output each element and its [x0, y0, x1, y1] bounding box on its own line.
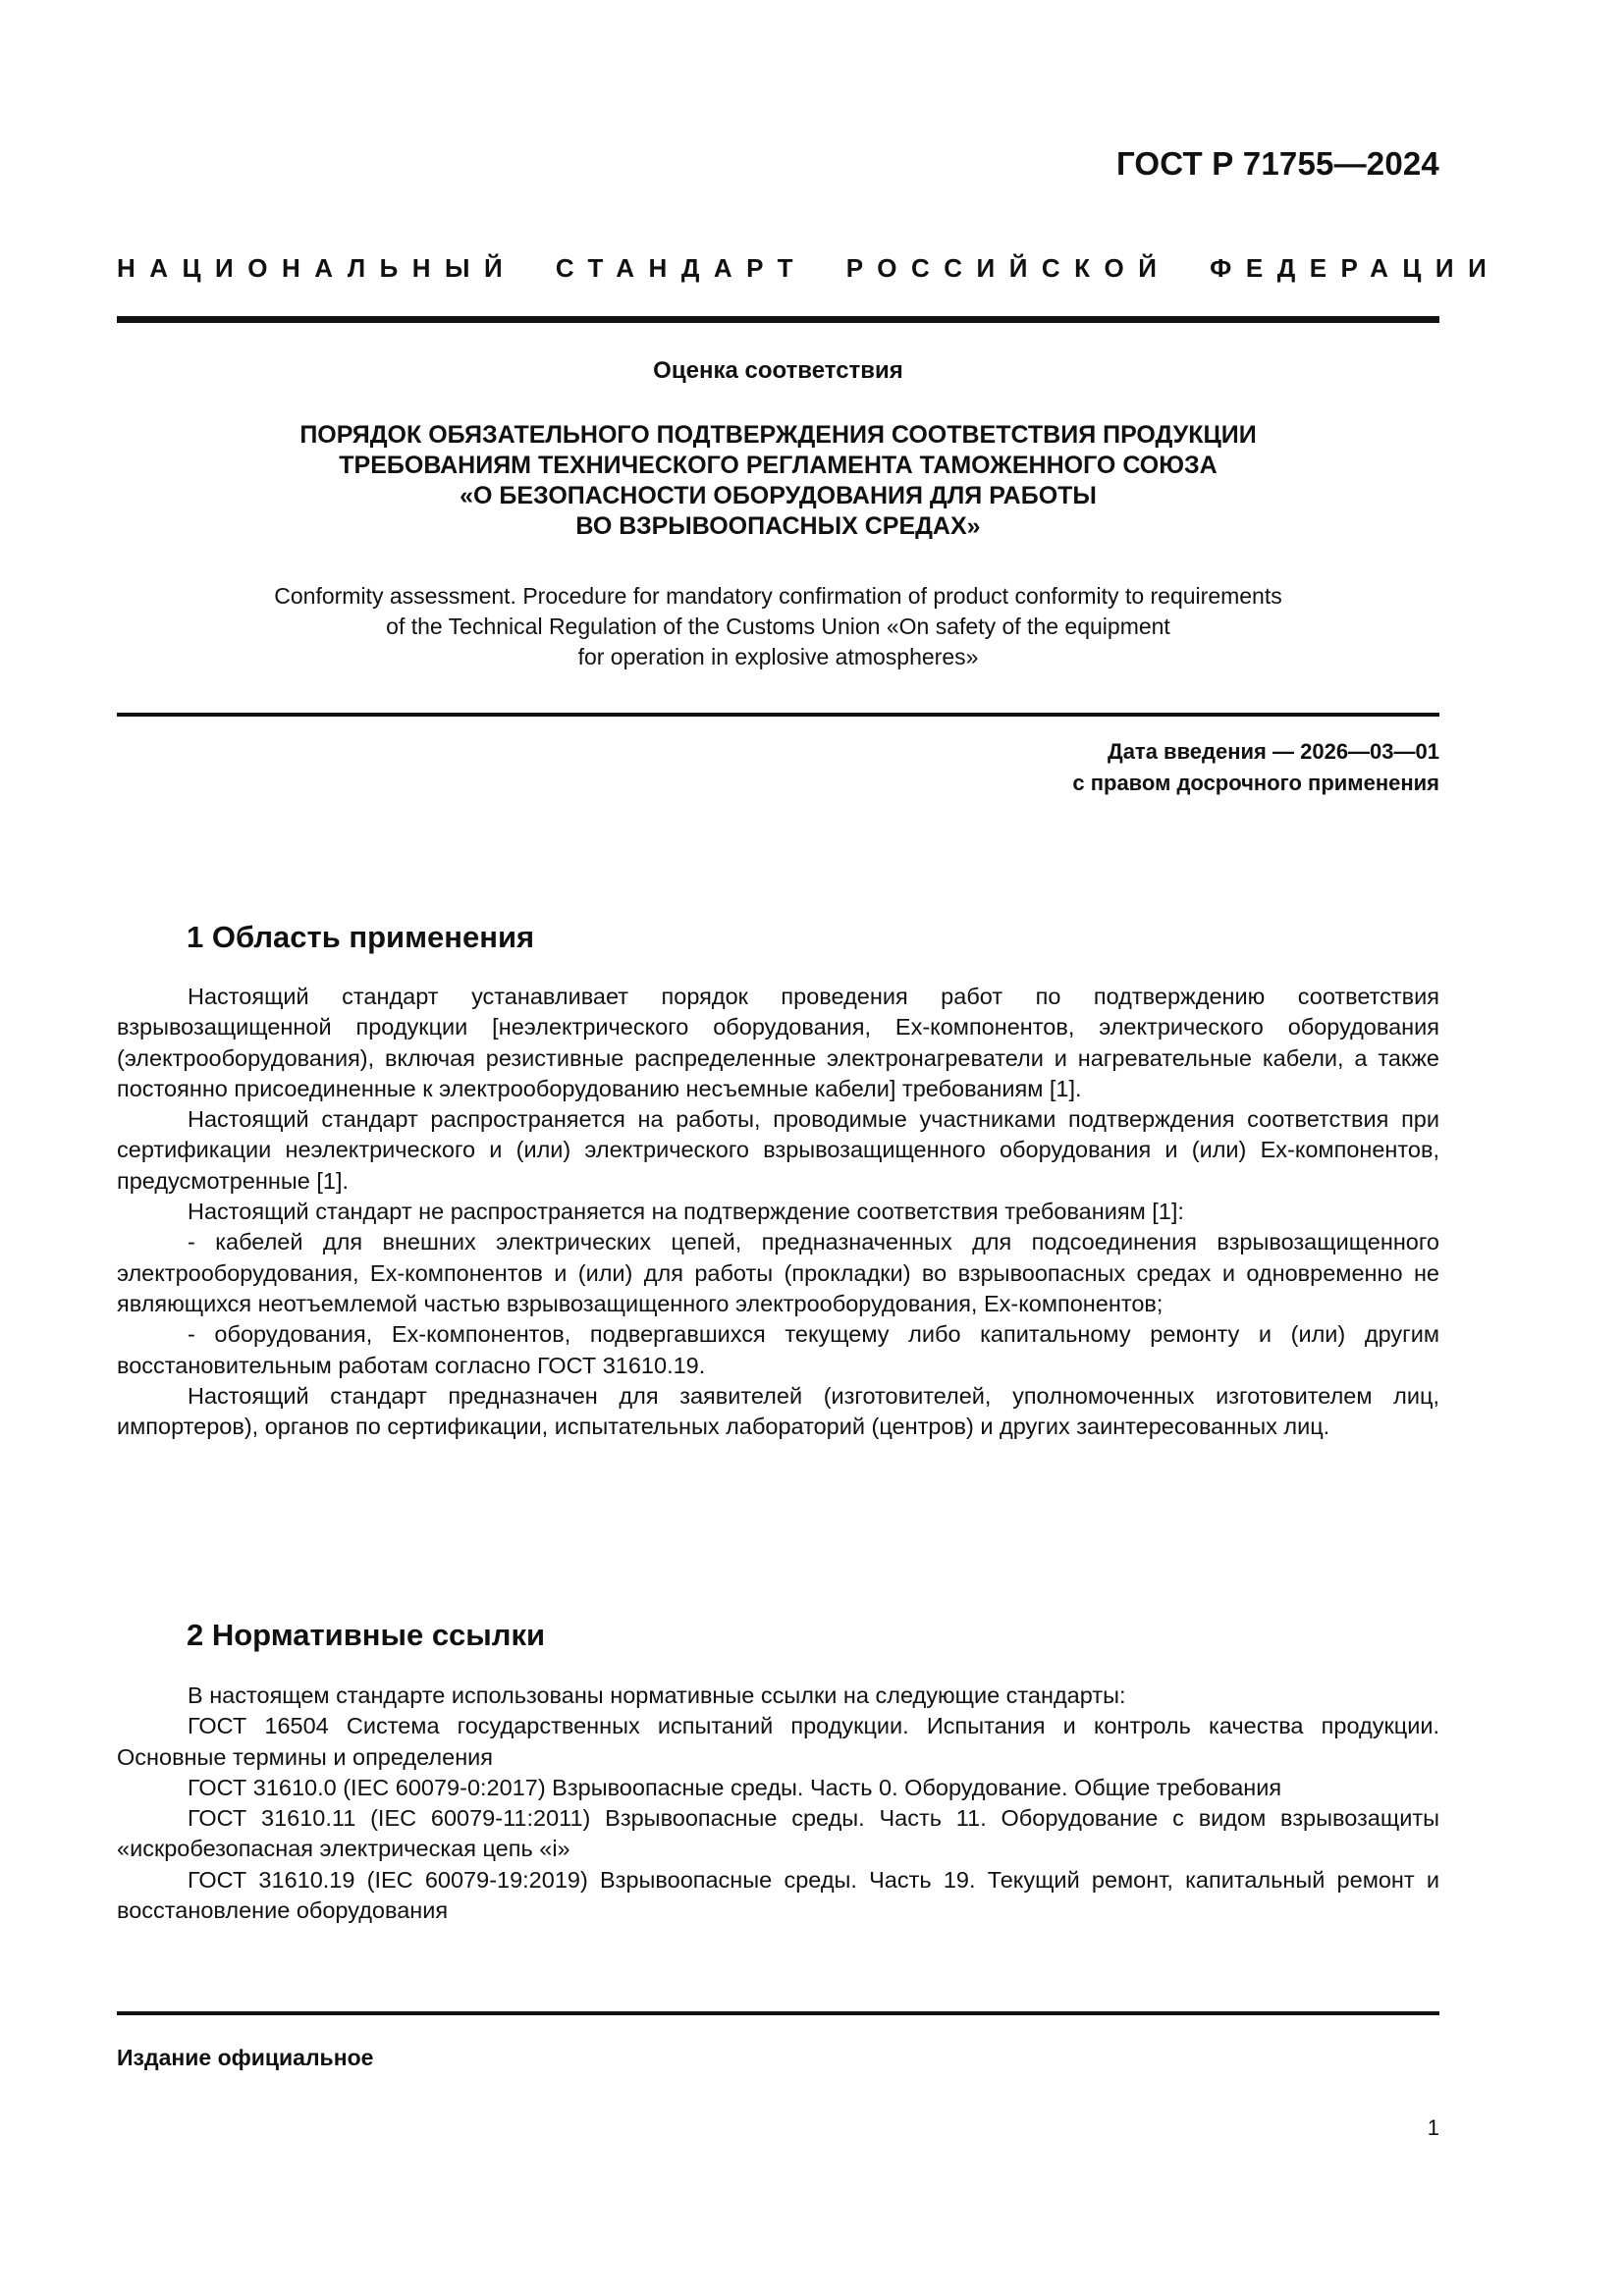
reference-item: ГОСТ 31610.11 (IEC 60079-11:2011) Взрывоопасные среды. Часть 11. Оборудование с видом взрывозащиты «искробезопасная электрическая цепь «i» — [117, 1805, 1439, 1862]
list-item: - кабелей для внешних электрических цепей, предназначенных для подсоединения взрывозащищенного электрооборудования, Ex-компонентов и (или) для работы (прокладки) во взрывоопасных средах и одновременно не являющихся неотъемлемой частью взрывозащищенного электрооборудования, Ex-компонентов; — [117, 1229, 1439, 1316]
title-ru-line: ПОРЯДОК ОБЯЗАТЕЛЬНОГО ПОДТВЕРЖДЕНИЯ СООТВЕТСТВИЯ ПРОДУКЦИИ — [299, 421, 1257, 449]
title-en-line: Conformity assessment. Procedure for mandatory confirmation of product conformity to requirements — [274, 583, 1282, 609]
page-number: 1 — [1427, 2115, 1439, 2140]
reference-item: ГОСТ 31610.0 (IEC 60079-0:2017) Взрывоопасные среды. Часть 0. Оборудование. Общие требования — [188, 1774, 1282, 1800]
introduction-date — [1072, 736, 1439, 799]
section-1-title: 1 Область применения — [187, 920, 535, 954]
title-ru-line: «О БЕЗОПАСНОСТИ ОБОРУДОВАНИЯ ДЛЯ РАБОТЫ — [460, 482, 1097, 509]
standard-number: ГОСТ Р 71755—2024 — [1115, 145, 1439, 182]
reference-item: ГОСТ 31610.19 (IEC 60079-19:2019) Взрывоопасные среды. Часть 19. Текущий ремонт, капитальный ремонт и восстановление оборудования — [117, 1866, 1439, 1924]
early-application-line: с правом досрочного применения — [1072, 771, 1439, 795]
paragraph: Настоящий стандарт не распространяется на подтверждение соответствия требованиям [1]: — [188, 1199, 1184, 1225]
title-ru-line: ВО ВЗРЫВООПАСНЫХ СРЕДАХ» — [575, 512, 981, 540]
date-line: Дата введения — 2026—03—01 — [1108, 739, 1439, 764]
title-en — [117, 581, 1439, 672]
section-1-body — [117, 982, 1439, 1442]
document-page — [117, 0, 1501, 2296]
paragraph: Настоящий стандарт распространяется на работы, проводимые участниками подтверждения соответствия при сертификации неэлектрического и (или) электрического взрывозащищенного оборудования и (или) Ex-компонентов, предусмотренные [1]. — [117, 1106, 1439, 1194]
paragraph: Настоящий стандарт предназначен для заявителей (изготовителей, уполномоченных изготовителем лиц, импортеров), органов по сертификации, испытательных лабораторий (центров) и других заинтересованных лиц. — [117, 1382, 1439, 1440]
subtitle-ru: Оценка соответствия — [653, 357, 903, 384]
title-divider — [117, 713, 1439, 717]
section-2-body — [117, 1681, 1439, 1926]
title-ru — [117, 420, 1439, 542]
header-divider — [117, 316, 1439, 323]
paragraph: В настоящем стандарте использованы нормативные ссылки на следующие стандарты: — [188, 1682, 1126, 1708]
official-edition-label: Издание официальное — [117, 2045, 374, 2070]
footer-divider — [117, 2011, 1439, 2015]
title-ru-line: ТРЕБОВАНИЯМ ТЕХНИЧЕСКОГО РЕГЛАМЕНТА ТАМОЖЕННОГО СОЮЗА — [339, 452, 1218, 479]
title-en-line: for operation in explosive atmospheres» — [577, 644, 979, 669]
section-2-title: 2 Нормативные ссылки — [187, 1618, 546, 1652]
list-item: - оборудования, Ex-компонентов, подвергавшихся текущему либо капитальному ремонту и (или) другим восстановительным работам согласно ГОСТ 31610.19. — [117, 1321, 1439, 1378]
paragraph: Настоящий стандарт устанавливает порядок проведения работ по подтверждению соответствия взрывозащищенной продукции [неэлектрического оборудования, Ex-компонентов, электрического оборудования (электрооборудования), включая резистивные распределенные электронагреватели и нагревательные кабели, а также постоянно присоединенные к электрооборудованию несъемные кабели] требованиям [1]. — [117, 984, 1439, 1101]
reference-item: ГОСТ 16504 Система государственных испытаний продукции. Испытания и контроль качества продукции. Основные термины и определения — [117, 1713, 1439, 1770]
title-en-line: of the Technical Regulation of the Customs Union «On safety of the equipment — [386, 614, 1170, 639]
national-standard-banner: НАЦИОНАЛЬНЫЙ СТАНДАРТ РОССИЙСКОЙ ФЕДЕРАЦИИ — [117, 253, 1501, 283]
